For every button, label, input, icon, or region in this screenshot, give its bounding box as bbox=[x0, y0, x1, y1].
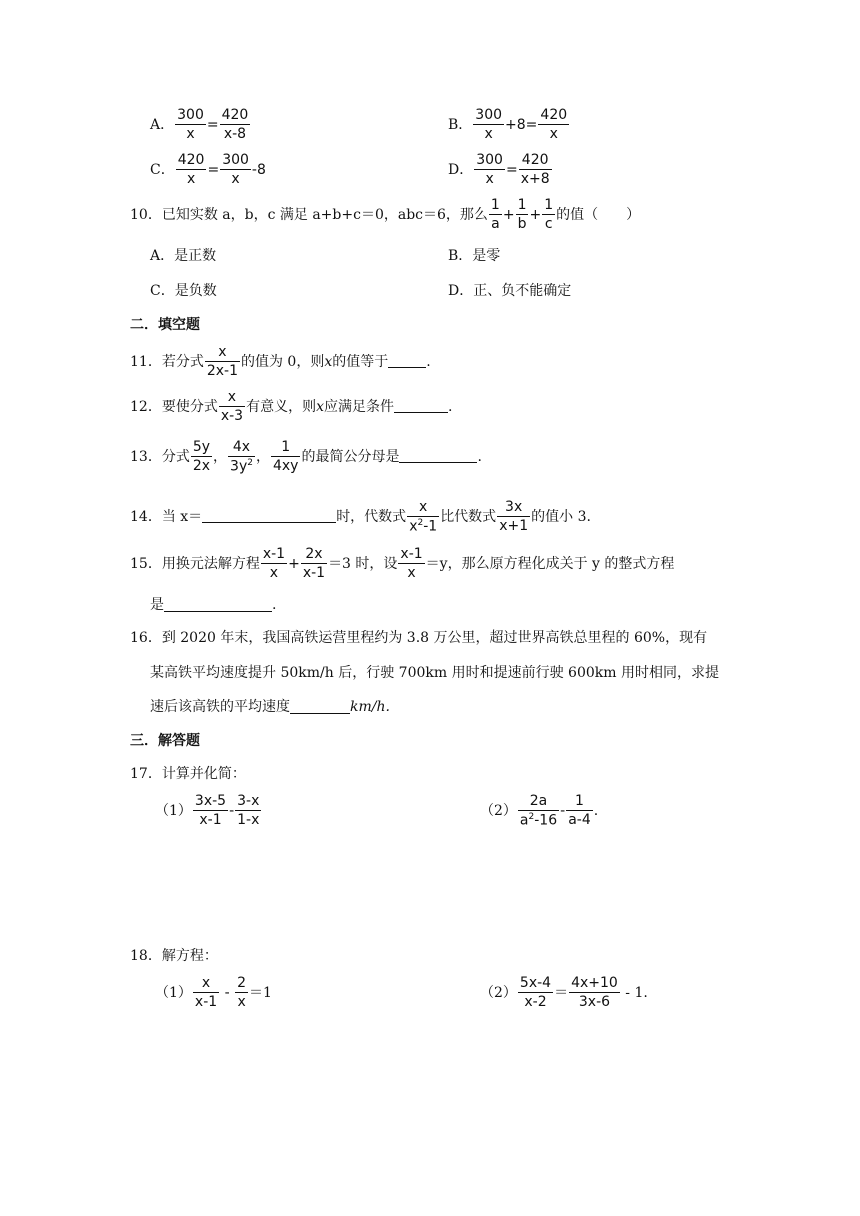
q17-title: 17．计算并化简： bbox=[130, 766, 246, 782]
fraction: $\frac{4x}{3y^2}$ bbox=[230, 439, 253, 475]
q15: 15． 用换元法解方程 $\frac{x-1}{x}$ + $\frac{2x}{x-1}$ ＝3 时，设 $\frac{x-1}{x}$ ＝y，那么原方程化成关于 y 的整式方程 bbox=[130, 546, 675, 581]
fraction: $\frac{x}{2x-1}$ bbox=[206, 344, 238, 379]
fraction: $\frac{300}{x}$ bbox=[222, 152, 249, 187]
fraction: $\frac{5x-4}{x-2}$ bbox=[519, 975, 552, 1010]
fraction: $\frac{5y}{2x}$ bbox=[192, 439, 211, 475]
fraction: $\frac{3x-5}{x-1}$ bbox=[194, 793, 227, 828]
fraction: $\frac{x-1}{x}$ bbox=[262, 546, 286, 581]
q16-line2: 某高铁平均速度提升 50km/h 后，行驶 700km 用时和提速前行驶 600km 用时相同，求提 bbox=[150, 665, 719, 681]
q11: 11． 若分式 $\frac{x}{2x-1}$ 的值为 0，则 x 的值等于 . bbox=[130, 344, 431, 379]
q18-title: 18．解方程： bbox=[130, 948, 218, 964]
fraction: $\frac{x-1}{x}$ bbox=[400, 546, 423, 581]
fraction: $\frac{1}{a}$ bbox=[490, 197, 500, 232]
answer-blank[interactable] bbox=[164, 599, 272, 612]
q10-option-a: A．是正数 bbox=[150, 248, 217, 264]
q17-part2: （2） $\frac{2a}{a^2-16}$ - $\frac{1}{a-4}$ . bbox=[480, 793, 599, 829]
q18-part1: （1） $\frac{x}{x-1}$ - $\frac{2}{x}$ ＝1 bbox=[155, 975, 272, 1010]
q9-option-a: A． $\frac{300}{x}$ = $\frac{420}{x-8}$ bbox=[150, 107, 249, 142]
answer-blank[interactable] bbox=[388, 355, 426, 368]
answer-blank[interactable] bbox=[399, 450, 477, 463]
q9-option-d: D． $\frac{300}{x}$ = $\frac{420}{x+8}$ bbox=[448, 152, 550, 187]
answer-blank[interactable] bbox=[290, 701, 350, 714]
fraction: $\frac{1}{4xy}$ bbox=[272, 439, 299, 475]
section-heading-fill-in: 二．填空题 bbox=[130, 317, 200, 333]
q14: 14． 当 x＝ 时，代数式 $\frac{x}{x^2-1}$ 比代数式 $\frac{3x}{x+1}$ 的值小 3. bbox=[130, 499, 591, 535]
fraction: $\frac{3-x}{1-x}$ bbox=[237, 793, 260, 828]
fraction: $\frac{420}{x+8}$ bbox=[520, 152, 550, 187]
fraction: $\frac{300}{x}$ bbox=[177, 107, 204, 142]
fraction: $\frac{420}{x}$ bbox=[177, 152, 205, 187]
fraction: $\frac{1}{b}$ bbox=[517, 197, 527, 232]
fraction: $\frac{1}{a-4}$ bbox=[568, 793, 591, 829]
q18-part2: （2） $\frac{5x-4}{x-2}$ ＝ $\frac{4x+10}{3x-6}$ - 1. bbox=[480, 975, 648, 1010]
fraction: $\frac{420}{x-8}$ bbox=[221, 107, 249, 142]
answer-blank[interactable] bbox=[394, 400, 448, 413]
q9-option-b: B． $\frac{300}{x}$ +8= $\frac{420}{x}$ bbox=[448, 107, 568, 142]
q13: 13． 分式 $\frac{5y}{2x}$ ， $\frac{4x}{3y^2}$ ， $\frac{1}{4xy}$ 的最简公分母是 . bbox=[130, 439, 482, 475]
fraction: $\frac{2}{x}$ bbox=[237, 975, 247, 1010]
fraction: $\frac{300}{x}$ bbox=[475, 107, 503, 142]
fraction: $\frac{2a}{a^2-16}$ bbox=[519, 793, 558, 829]
q10-stem: 10． 已知实数 a，b，c 满足 a+b+c＝0，abc＝6，那么 $\frac{1}{a}$ + $\frac{1}{b}$ + $\frac{1}{c}$ 的值（ ） bbox=[130, 197, 641, 232]
fraction: $\frac{300}{x}$ bbox=[476, 152, 503, 187]
fraction: $\frac{2x}{x-1}$ bbox=[302, 546, 326, 581]
fraction: $\frac{3x}{x+1}$ bbox=[499, 499, 529, 535]
q10-option-c: C．是负数 bbox=[150, 283, 217, 299]
q16-line3: 速后该高铁的平均速度 km/h. bbox=[150, 699, 390, 715]
q12: 12． 要使分式 $\frac{x}{x-3}$ 有意义，则 x 应满足条件 . bbox=[130, 389, 453, 424]
fraction: $\frac{4x+10}{3x-6}$ bbox=[571, 975, 618, 1010]
section-heading-solve: 三．解答题 bbox=[130, 733, 200, 749]
fraction: $\frac{1}{c}$ bbox=[544, 197, 554, 232]
q16-line1: 16．到 2020 年末，我国高铁运营里程约为 3.8 万公里，超过世界高铁总里程的 60%，现有 bbox=[130, 630, 708, 646]
q15-line2: 是 . bbox=[150, 597, 277, 613]
fraction: $\frac{x}{x^2-1}$ bbox=[409, 499, 438, 535]
q10-option-b: B．是零 bbox=[448, 248, 501, 264]
fraction: $\frac{x}{x-1}$ bbox=[194, 975, 218, 1010]
q10-option-d: D．正、负不能确定 bbox=[448, 283, 572, 299]
fraction: $\frac{420}{x}$ bbox=[540, 107, 568, 142]
answer-blank[interactable] bbox=[202, 510, 336, 523]
q9-option-c: C． $\frac{420}{x}$ = $\frac{300}{x}$ -8 bbox=[150, 152, 266, 187]
q17-part1: （1） $\frac{3x-5}{x-1}$ - $\frac{3-x}{1-x}$ bbox=[155, 793, 260, 828]
fraction: $\frac{x}{x-3}$ bbox=[220, 389, 244, 424]
